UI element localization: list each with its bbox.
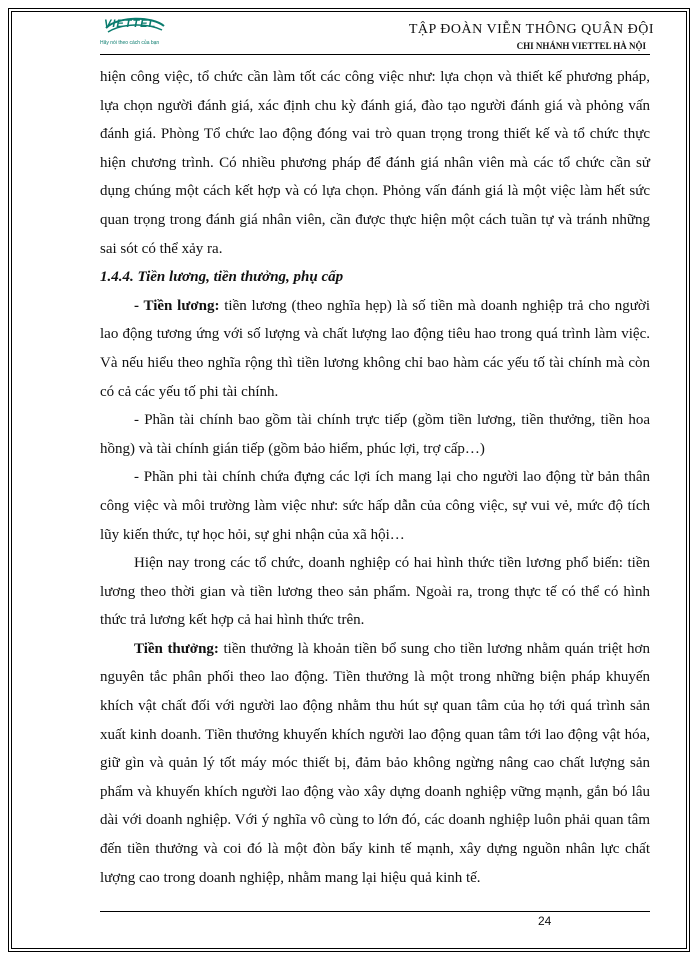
term-tien-luong: - Tiền lương: [134, 297, 220, 314]
paragraph-2-text: tiền lương (theo nghĩa hẹp) là số tiền mà doanh nghiệp trả cho người lao động tương ứng với số lượng và chất lượng lao động tiêu hao trong quá trình làm việc. Và nếu hiểu theo nghĩa rộng thì tiền lương không chỉ bao hàm các yếu tố tài chính mà còn có cả các yếu tố phi tài chính. [100, 297, 650, 400]
paragraph-4: - Phần phi tài chính chứa đựng các lợi ích mang lại cho người lao động từ bản thân công việc và môi trường làm việc như: sức hấp dẫn của công việc, sự vui vẻ, mức độ tích lũy kiến thức, tự học hỏi, sự ghi nhận của xã hội… [100, 469, 650, 543]
footer-divider [100, 911, 650, 912]
paragraph-3: - Phần tài chính bao gồm tài chính trực tiếp (gồm tiền lương, tiền thưởng, tiền hoa hồng) và tài chính gián tiếp (gồm bảo hiểm, phúc lợi, trợ cấp…) [100, 412, 650, 457]
term-tien-thuong: Tiền thưởng: [134, 640, 219, 657]
paragraph-6 [100, 635, 650, 892]
document-body [100, 63, 650, 892]
viettel-logo [100, 14, 170, 54]
header-title: TẬP ĐOÀN VIỄN THÔNG QUÂN ĐỘI [408, 22, 654, 37]
page-number: 24 [538, 914, 552, 928]
paragraph-5: Hiện nay trong các tổ chức, doanh nghiệp có hai hình thức tiền lương phổ biến: tiền lương theo thời gian và tiền lương theo sản phẩm. Ngoài ra, trong thực tế có thể có hình thức trả lương kết hợp cả hai hình thức trên. [100, 555, 650, 629]
logo-wordmark: VIETTEL [104, 18, 157, 30]
paragraph-6-text: tiền thưởng là khoản tiền bổ sung cho tiền lương nhằm quán triệt hơn nguyên tắc phân phối theo lao động. Tiền thưởng là một trong những biện pháp khuyến khích vật chất đối với người lao động nhằm thu hút sự quan tâm của họ tới quá trình sản xuất kinh doanh. Tiền thưởng khuyến khích người lao động quan tâm tới lao động vật hóa, giữ gìn và quản lý tốt máy móc thiết bị, đảm bảo không ngừng nâng cao chất lượng sản phẩm và khuyến khích người lao động vào xây dựng doanh nghiệp vững mạnh, gắn bó lâu dài với doanh nghiệp. Với ý nghĩa vô cùng to lớn đó, các doanh nghiệp luôn phải quan tâm đến tiền thưởng và coi đó là một đòn bẩy kinh tế mạnh, xây dựng nguồn nhân lực chất lượng cao trong doanh nghiệp, nhằm mang lại hiệu quả kinh tế. [100, 640, 650, 886]
section-heading: 1.4.4. Tiền lương, tiền thưởng, phụ cấp [100, 269, 344, 286]
paragraph-2 [100, 292, 650, 406]
logo-slogan: Hãy nói theo cách của bạn [100, 40, 160, 46]
paragraph-1: hiện công việc, tổ chức cần làm tốt các công việc như: lựa chọn và thiết kế phương pháp, lựa chọn người đánh giá, xác định chu kỳ đánh giá, đào tạo người đánh giá và phỏng vấn đánh giá. Phòng Tổ chức lao động đóng vai trò quan trọng trong thiết kế và tổ chức thực hiện chương trình. Có nhiều phương pháp để đánh giá nhân viên mà các tổ chức cần sử dụng chúng một cách kết hợp và có lựa chọn. Phỏng vấn đánh giá là một việc làm hết sức quan trọng trong đánh giá nhân viên, cần được thực hiện một cách tuần tự và tránh những sai sót có thể xảy ra. [100, 69, 650, 257]
header-subtitle: CHI NHÁNH VIETTEL HÀ NỘI [516, 41, 646, 51]
header-divider [100, 54, 650, 55]
